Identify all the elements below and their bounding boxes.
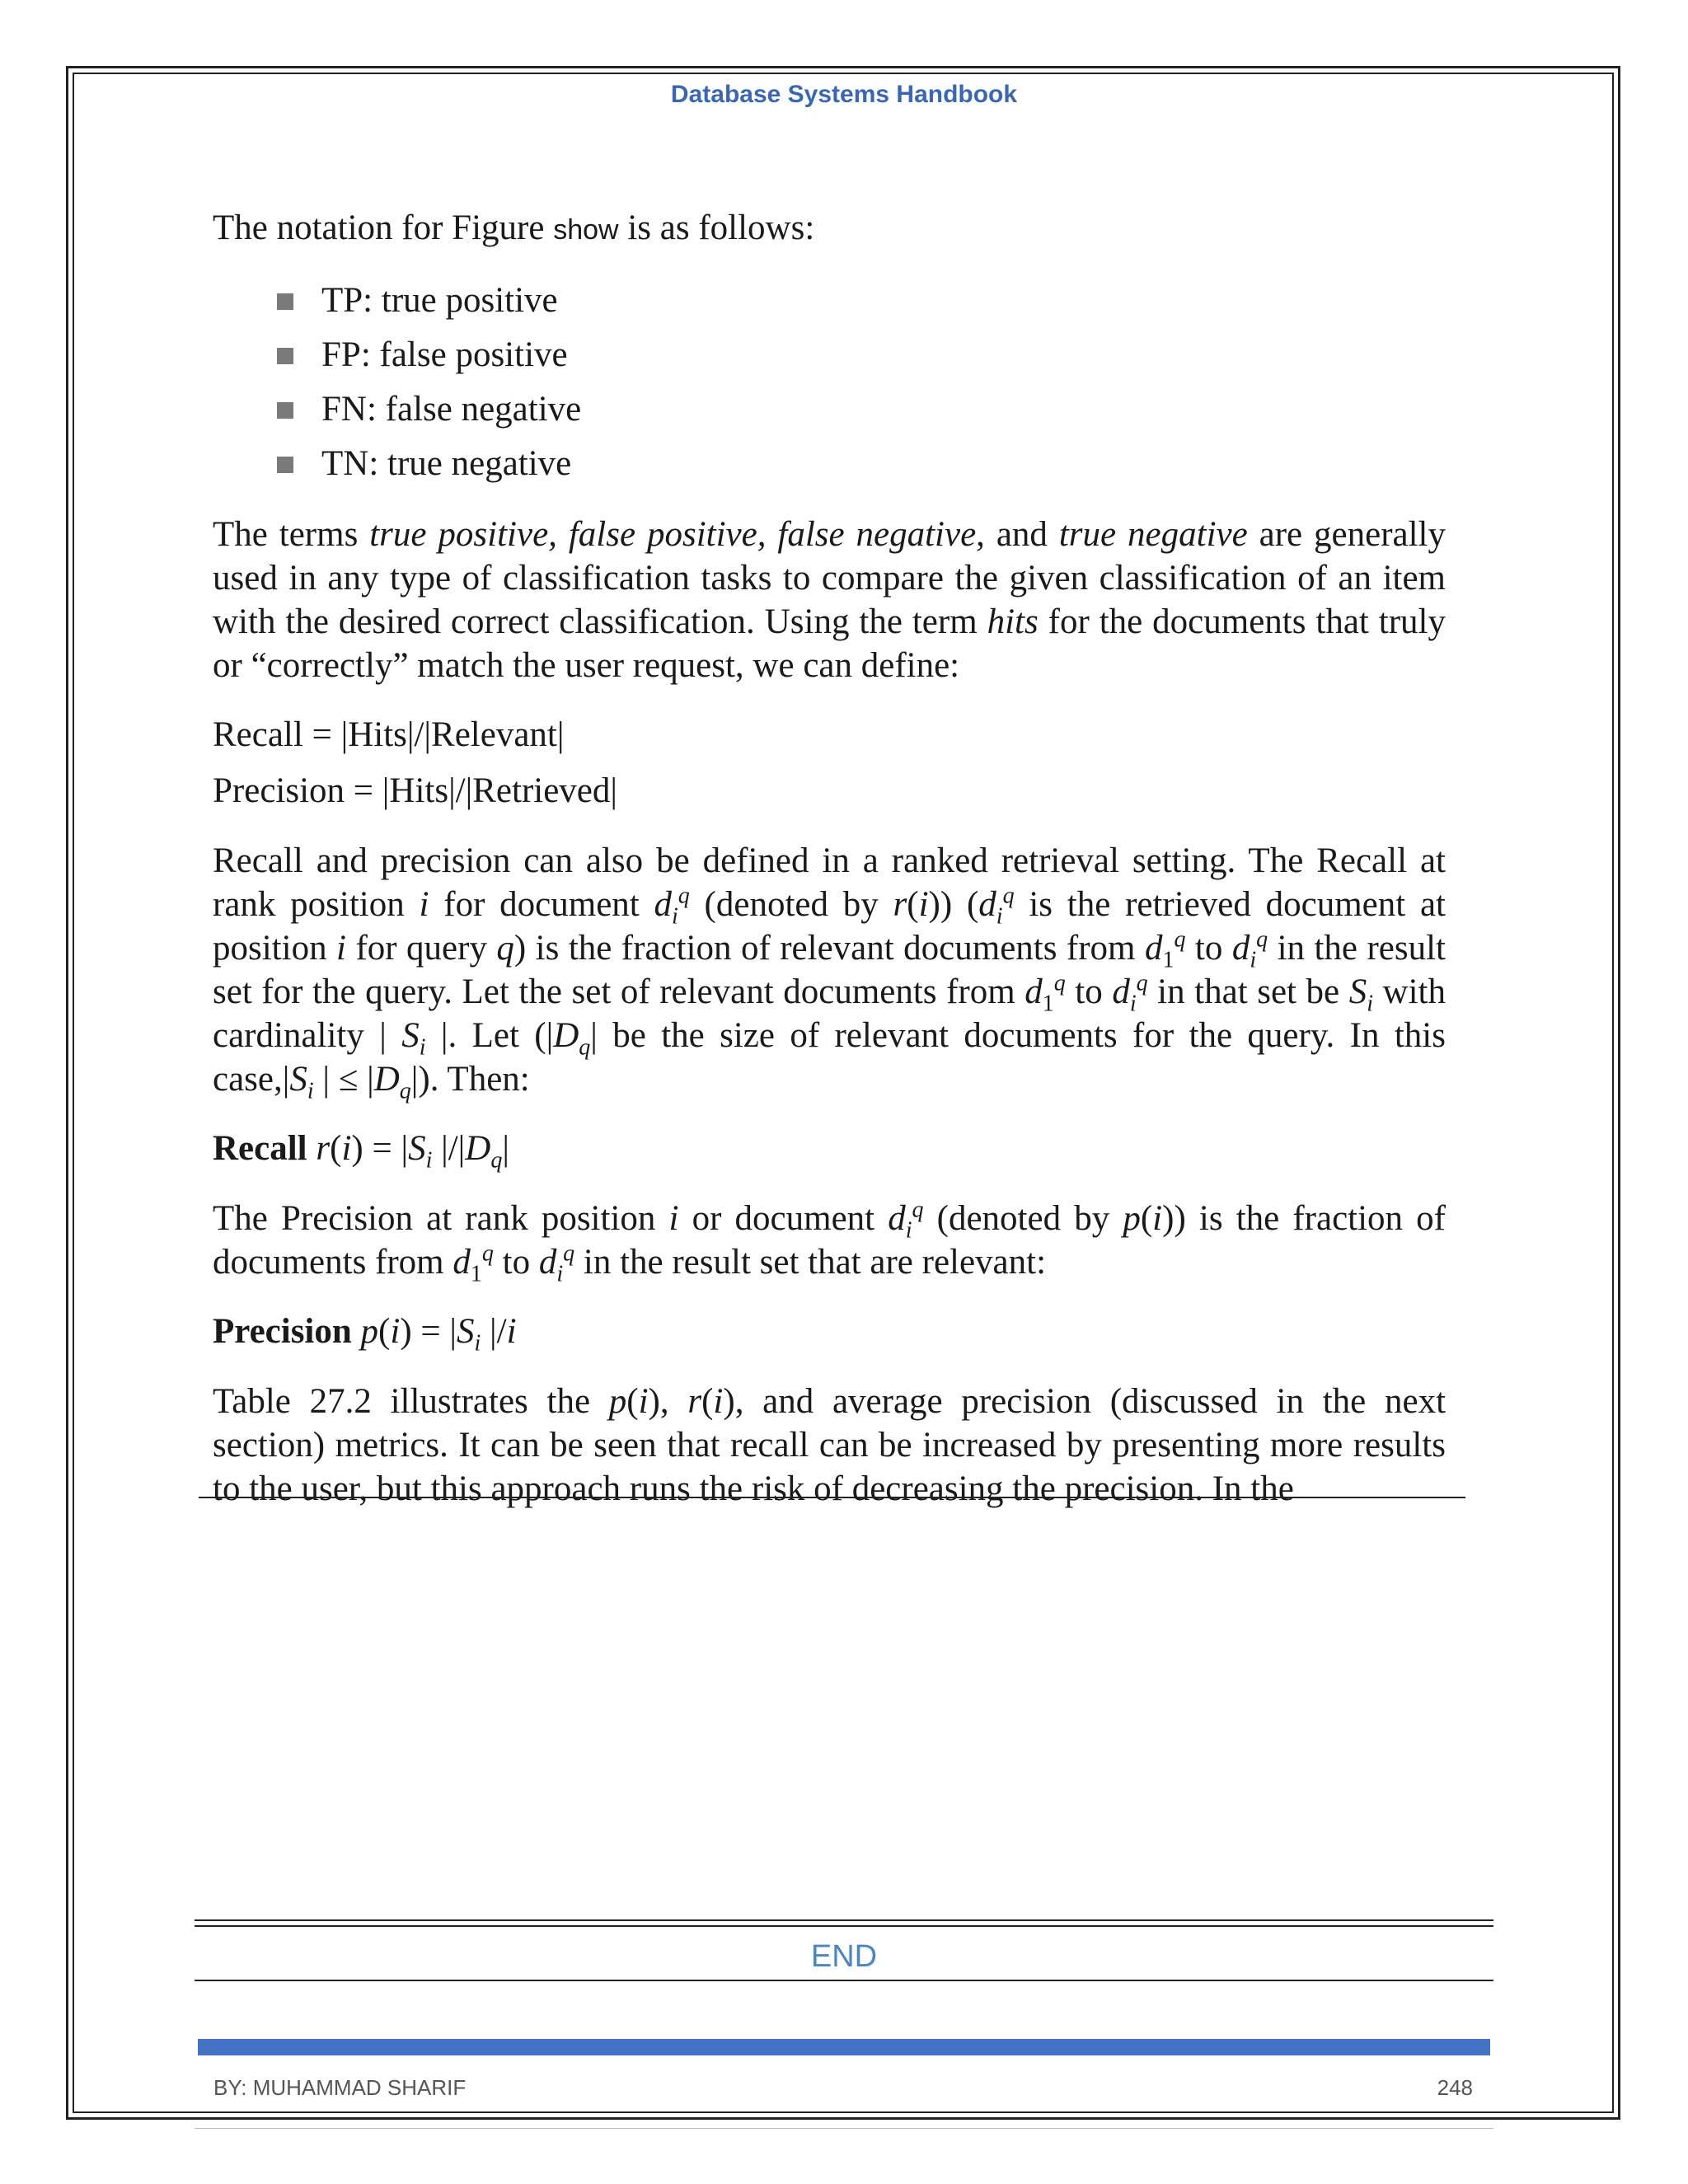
list-item: FP: false positive bbox=[277, 328, 1446, 382]
running-header: Database Systems Handbook bbox=[670, 81, 1018, 108]
paragraph-table-reference: Table 27.2 illustrates the p(i), r(i), and average precision (discussed in the next section) metrics. It can be seen that recall can be increased by presenting more results to the user, but this approach runs the risk of decreasing the precision. In the bbox=[213, 1382, 1447, 1508]
ranked-recall-formula: Recall $r(i) = |S_i$ $|/|D_q|$ bbox=[213, 1129, 509, 1174]
list-item: FN: false negative bbox=[277, 382, 1446, 437]
paragraph-classification-terms: The terms true positive, false positive, false negative, and true negative are generally used in any type of classification tasks to compare the given classification of an item with the desired correct classification. Using the term hits for the documents that truly or “correctly” match the user request, we can define: bbox=[213, 515, 1447, 685]
recall-precision-formulas bbox=[213, 707, 1446, 819]
page-body bbox=[213, 206, 1446, 1511]
recall-formula: Recall = |Hits|/|Relevant| bbox=[213, 715, 565, 754]
footer-bottom-rule bbox=[195, 2128, 1493, 2129]
ranked-recall-formula-block bbox=[213, 1121, 1446, 1177]
ranked-precision-formula: Precision $p(i) = |S_i$ |/i bbox=[213, 1312, 517, 1357]
content-bottom-rule bbox=[199, 1497, 1465, 1498]
end-rule-top bbox=[195, 1919, 1493, 1921]
notation-list bbox=[213, 274, 1446, 491]
footer-accent-bar bbox=[198, 2039, 1490, 2055]
footer-author: BY: MUHAMMAD SHARIF bbox=[213, 2075, 467, 2100]
precision-formula: Precision = |Hits|/|Retrieved| bbox=[213, 771, 617, 810]
end-marker: END bbox=[810, 1939, 878, 1974]
page-number: 248 bbox=[1437, 2075, 1473, 2100]
end-rule-top-double bbox=[195, 1925, 1493, 1927]
paragraph-precision-rank: The Precision at rank position i or document $d_i^q$ (denoted by p(i)) is the fraction of documents from $d_1^q$ to $d_i^q$ in the result set that are relevant: bbox=[213, 1197, 1446, 1287]
paragraph-ranked-retrieval: Recall and precision can also be defined in a ranked retrieval setting. The Recall at rank position i for document $d_i^q$ (denoted by r(i)) ($d_i^q$ is the retrieved document at position i for query q) is the fraction of relevant documents from $d_1^q$ to $d_i^q$ in the result set for the query. Let the set of relevant documents from $d_1^q$ to $d_i^q$ in that set be $S_i$ with cardinality | $S_i$ |. Let ($|D_q|$ be the size of relevant documents for the query. In this $case,|S_i$ | ≤ $|D_q|$). Then: bbox=[213, 841, 1447, 1104]
list-item: TN: true negative bbox=[277, 437, 1446, 491]
intro-sentence: The notation for Figure show is as follows: bbox=[213, 209, 815, 247]
ranked-precision-formula-block bbox=[213, 1304, 1446, 1360]
list-item: TP: true positive bbox=[277, 274, 1446, 328]
end-rule-bottom bbox=[195, 1980, 1493, 1981]
figure-ref: show bbox=[553, 214, 619, 246]
